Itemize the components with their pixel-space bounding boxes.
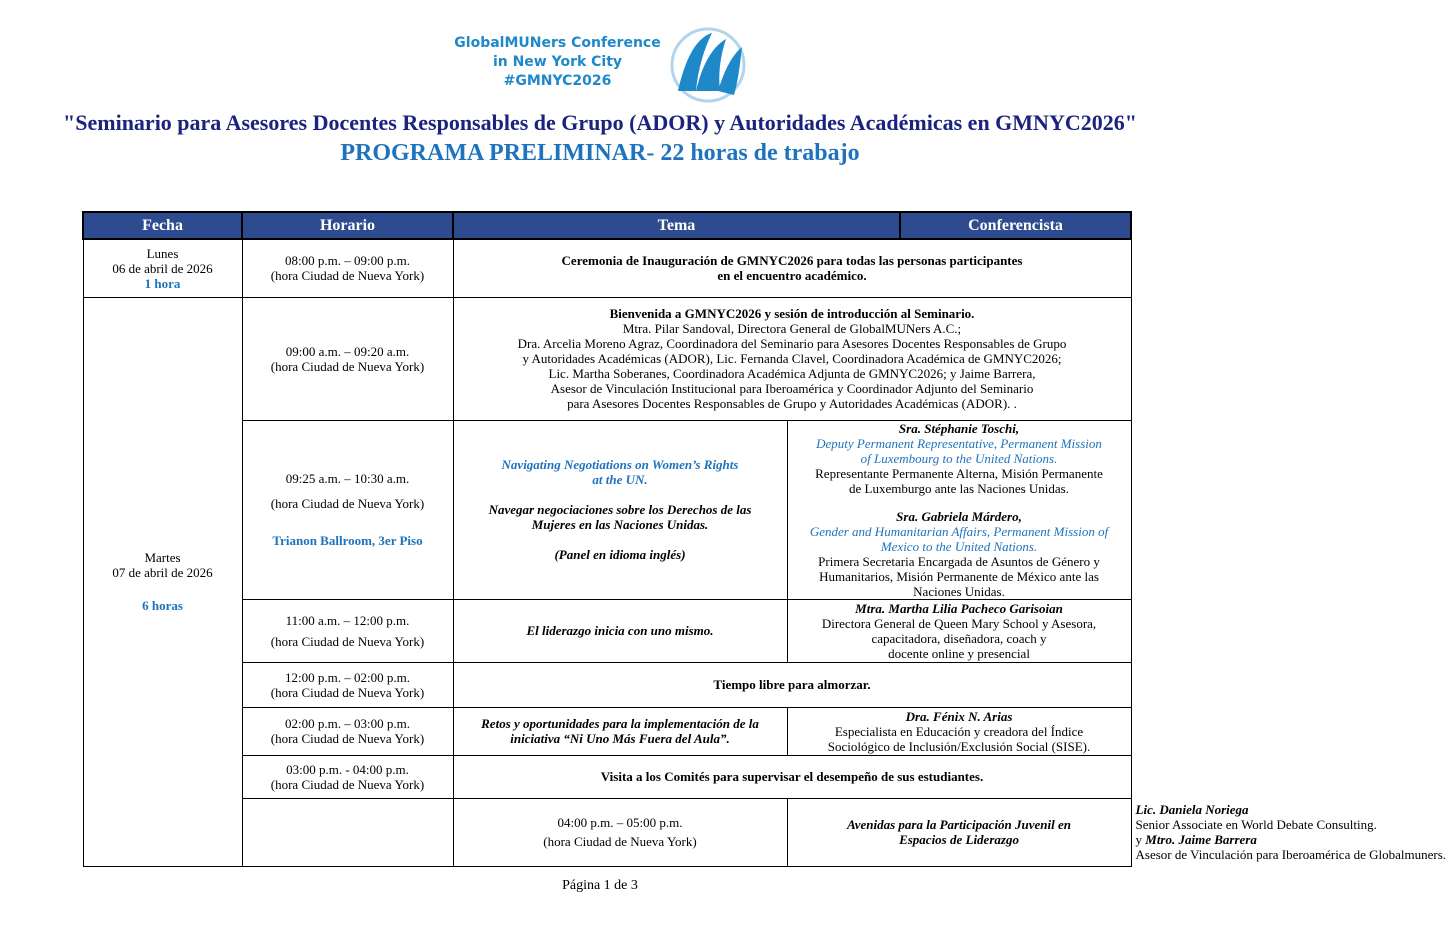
topic-cell <box>453 707 787 755</box>
time-cell <box>242 420 453 599</box>
speaker-role: Humanitarios, Misión Permanente de México ante las <box>819 568 1099 584</box>
topic-cell <box>453 662 1131 707</box>
time-cell <box>242 662 453 707</box>
conference-hashtag: #GMNYC2026 <box>503 73 612 89</box>
time-range: 11:00 a.m. – 12:00 p.m. <box>285 612 410 628</box>
program-title: PROGRAMA PRELIMINAR- 22 horas de trabajo <box>340 140 860 166</box>
time-cell <box>242 297 453 420</box>
topic-line: Dra. Arcelia Moreno Agraz, Coordinadora del Seminario para Asesores Docentes Responsables de Grupo <box>517 336 1067 351</box>
weekday: Martes <box>144 550 181 565</box>
time-cell <box>453 798 787 866</box>
date-cell-lunes <box>83 239 242 297</box>
time-zone: (hora Ciudad de Nueva York) <box>270 684 425 700</box>
topic-line: Avenidas para la Participación Juvenil en <box>847 817 1072 832</box>
hours-badge: 1 hora <box>144 275 181 291</box>
date-cell-empty <box>242 798 453 866</box>
speaker-name: Dra. Fénix N. Arias <box>905 708 1013 724</box>
weekday: Lunes <box>146 245 179 261</box>
conference-header <box>0 20 1200 105</box>
speaker-role: Representante Permanente Alterna, Misión Permanente <box>815 465 1103 481</box>
time-zone: (hora Ciudad de Nueva York) <box>270 731 425 746</box>
table-header-row <box>83 212 1131 239</box>
speaker-role: Deputy Permanent Representative, Permanent Mission <box>816 435 1102 451</box>
conference-name <box>440 34 675 91</box>
topic-line: Lic. Martha Soberanes, Coordinadora Académica Adjunta de GMNYC2026; y Jaime Barrera, <box>548 366 1036 381</box>
time-zone: (hora Ciudad de Nueva York) <box>270 496 425 511</box>
table-row: 04:00 p.m. – 05:00 p.m. (hora Ciudad de Nueva York) Avenidas para la Participación Juvenil en Espacios de Liderazgo Lic. Daniela Noriega Senior Associate en World Debate Consulting. y Mtro. Jaime Barrera Asesor de Vinculación para Iberoamérica de Globalmuners. <box>83 798 1131 866</box>
topic-line: para Asesores Docentes Responsables de Grupo y Autoridades Académicas (ADOR). . <box>567 396 1017 411</box>
topic-line: Visita a los Comités para supervisar el desempeño de sus estudiantes. <box>600 769 984 784</box>
speaker-cell <box>787 420 1131 599</box>
speaker-conjunction: y <box>1135 832 1143 847</box>
column-header-tema: Tema <box>454 213 901 238</box>
topic-cell <box>787 798 1131 866</box>
topic-cell <box>453 239 1131 297</box>
program-table <box>82 211 1446 867</box>
speaker-role: docente online y presencial <box>888 645 1030 661</box>
time-cell <box>242 707 453 755</box>
time-range: 09:00 a.m. – 09:20 a.m. <box>285 343 410 359</box>
speaker-role: Mexico to the United Nations. <box>880 538 1038 554</box>
topic-cell <box>453 297 1131 420</box>
time-cell <box>242 755 453 798</box>
date-cell-martes <box>83 297 242 866</box>
topic-line: Mtra. Pilar Sandoval, Directora General de GlobalMUNers A.C.; <box>622 321 962 336</box>
column-header-tema-conferencista <box>453 212 1131 239</box>
topic-line: iniciativa “Ni Uno Más Fuera del Aula”. <box>510 731 730 746</box>
topic-line: at the UN. <box>592 472 648 487</box>
column-header-fecha: Fecha <box>83 212 242 239</box>
time-range: 02:00 p.m. – 03:00 p.m. <box>285 716 410 731</box>
topic-line: y Autoridades Académicas (ADOR), Lic. Fernanda Clavel, Coordinadora Académica de GMNYC2026; <box>522 351 1062 366</box>
time-zone: (hora Ciudad de Nueva York) <box>543 834 697 849</box>
topic-note: (Panel en idioma inglés) <box>554 547 686 562</box>
time-range: 04:00 p.m. – 05:00 p.m. <box>557 815 683 830</box>
topic-line: Asesor de Vinculación Institucional para Iberoamérica y Coordinador Adjunto del Seminario <box>550 381 1034 396</box>
speaker-cell <box>787 599 1131 662</box>
topic-cell <box>453 755 1131 798</box>
time-zone: (hora Ciudad de Nueva York) <box>270 633 425 649</box>
column-header-conferencista: Conferencista <box>968 217 1063 234</box>
time-range: 12:00 p.m. – 02:00 p.m. <box>285 669 410 685</box>
time-range: 08:00 p.m. – 09:00 p.m. <box>285 253 410 269</box>
hours-badge: 6 horas <box>142 598 183 613</box>
speaker-role: Naciones Unidas. <box>913 583 1005 599</box>
speaker-name: Sra. Stéphanie Toschi, <box>898 420 1020 436</box>
time-zone: (hora Ciudad de Nueva York) <box>270 358 425 374</box>
topic-line: Retos y oportunidades para la implementación de la <box>481 716 759 731</box>
topic-line: Espacios de Liderazgo <box>899 832 1019 847</box>
time-range: 09:25 a.m. – 10:30 a.m. <box>285 471 410 486</box>
page-number: Página 1 de 3 <box>562 878 638 893</box>
time-cell <box>242 599 453 662</box>
topic-title: Bienvenida a GMNYC2026 y sesión de introducción al Seminario. <box>609 306 975 321</box>
speaker-name: Sra. Gabriela Márdero, <box>896 508 1022 524</box>
time-range: 03:00 p.m. - 04:00 p.m. <box>286 761 409 777</box>
speaker-role: Directora General de Queen Mary School y Asesora, <box>821 615 1097 631</box>
date: 06 de abril de 2026 <box>112 260 213 276</box>
seminar-title: "Seminario para Asesores Docentes Responsables de Grupo (ADOR) y Autoridades Académicas en GMNYC2026" <box>63 110 1137 135</box>
table-row <box>83 239 1131 297</box>
date: 07 de abril de 2026 <box>112 565 213 580</box>
speaker-role: of Luxembourg to the United Nations. <box>860 450 1058 466</box>
time-zone: (hora Ciudad de Nueva York) <box>270 776 425 792</box>
speaker-role: Primera Secretaria Encargada de Asuntos de Género y <box>818 553 1100 569</box>
conference-name-line1: GlobalMUNers Conference <box>454 35 661 51</box>
table-row <box>83 297 1131 420</box>
speaker-role: Gender and Humanitarian Affairs, Permanent Mission of <box>809 523 1109 539</box>
topic-line: Ceremonia de Inauguración de GMNYC2026 para todas las personas participantes <box>561 253 1023 269</box>
conference-name-line2: in New York City <box>492 54 623 70</box>
room-label: Trianon Ballroom, 3er Piso <box>272 533 423 548</box>
topic-line: Navegar negociaciones sobre los Derechos de las <box>488 502 752 517</box>
topic-line: Tiempo libre para almorzar. <box>713 677 871 692</box>
topic-line: El liderazgo inicia con uno mismo. <box>526 623 714 638</box>
globalmuners-logo-icon <box>668 25 748 105</box>
speaker-role: capacitadora, diseñadora, coach y <box>871 630 1047 646</box>
speaker-name: Mtra. Martha Lilia Pacheco Garisoian <box>855 600 1063 616</box>
topic-cell <box>453 420 787 599</box>
speaker-cell <box>787 707 1131 755</box>
speaker-name: Mtro. Jaime Barrera <box>1145 832 1257 847</box>
speaker-role: de Luxemburgo ante las Naciones Unidas. <box>849 480 1069 496</box>
time-cell <box>242 239 453 297</box>
speaker-role: Sociológico de Inclusión/Exclusión Social (SISE). <box>827 738 1091 754</box>
speaker-role: Especialista en Educación y creadora del Índice <box>834 723 1084 739</box>
topic-line: Navigating Negotiations on Women’s Rights <box>501 457 739 472</box>
time-zone: (hora Ciudad de Nueva York) <box>270 268 425 284</box>
column-header-horario: Horario <box>242 212 453 239</box>
topic-line: en el encuentro académico. <box>717 268 867 284</box>
topic-cell <box>453 599 787 662</box>
topic-line: Mujeres en las Naciones Unidas. <box>531 517 709 532</box>
